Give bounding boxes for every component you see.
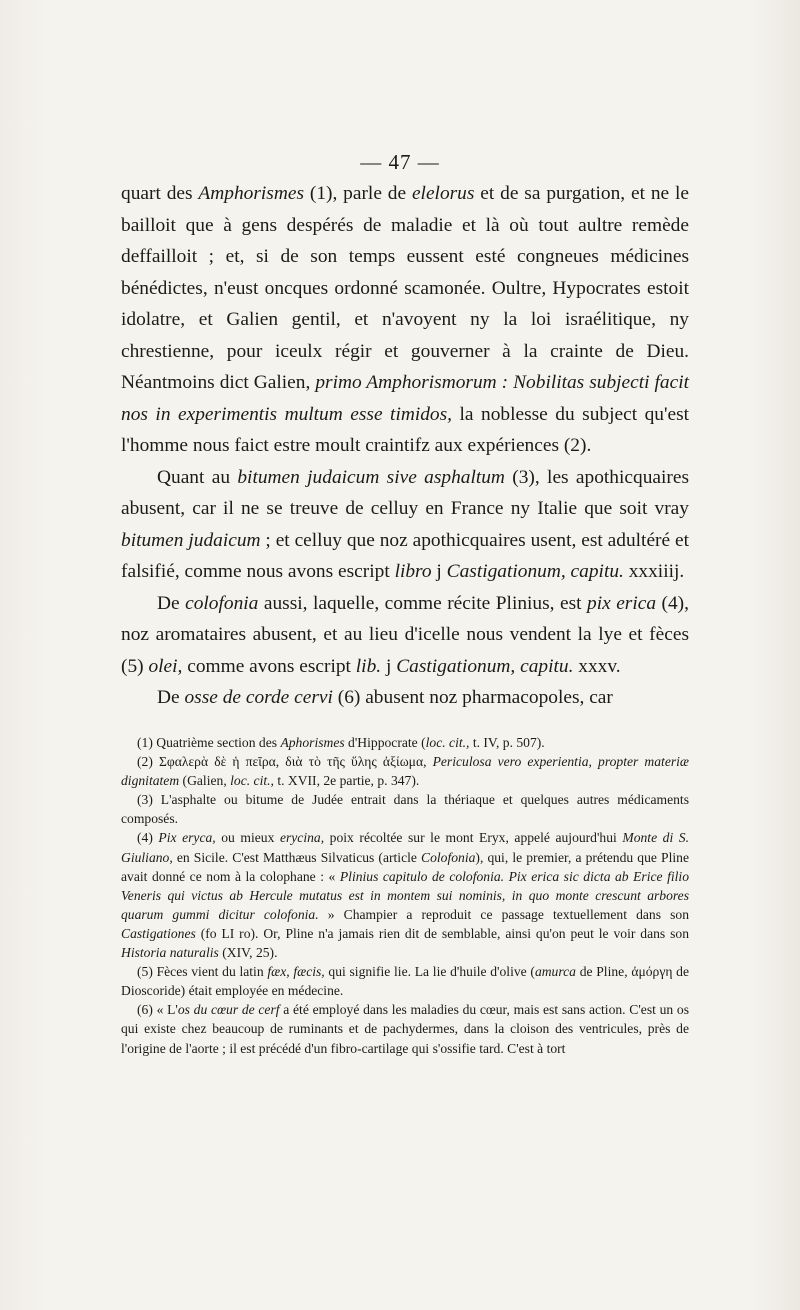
text: ), qui, le premier, a prétendu que Pline avait donné ce nom à la colophane : «: [121, 849, 689, 884]
italic-ref: loc. cit.,: [425, 735, 470, 750]
italic-term: fæx, fæcis,: [267, 964, 325, 980]
text: j: [381, 655, 397, 677]
text: poix récoltée sur le mont Eryx, appelé aujourd'hui: [324, 830, 623, 846]
text: t. XVII, 2e partie, p. 347).: [273, 773, 420, 789]
text: Quant au: [157, 466, 238, 488]
italic-title: Castigationes: [121, 925, 196, 941]
italic-term: osse de corde cervi: [184, 687, 333, 708]
text: (3), les apothicquaires abusent, car il ne se treuve de celluy en France ny Italie que soit vray: [121, 466, 689, 519]
text: d'Hippocrate (: [344, 735, 426, 750]
footnote-1: [121, 733, 689, 752]
text: (6) « L': [137, 1002, 178, 1018]
text: de Dioscoride) était employée en médecine.: [121, 964, 689, 999]
text: en Sicile. C'est Matthæus Silvaticus (article: [172, 849, 422, 865]
footnote-5: [121, 962, 689, 1000]
text: (1), parle de: [304, 183, 412, 204]
text: » Champier a reproduit ce passage textuellement dans son: [318, 906, 689, 922]
paragraph-3: [121, 588, 689, 683]
latin-quote: primo Amphorismorum : Nobilitas subjecti facit nos in experimentis multum esse timidos,: [121, 372, 690, 425]
latin-quote: Periculosa vero experientia, propter materiæ dignitatem: [121, 754, 689, 789]
text: (5) Fèces vient du latin: [137, 964, 268, 980]
italic-term: Pix eryca,: [158, 830, 216, 846]
text: ou mieux: [215, 830, 280, 846]
text: ; et celluy que noz apothicquaires usent, est adultéré et falsifié, comme nous avons escript: [121, 529, 689, 582]
italic-title: Amphorismes: [198, 183, 304, 204]
text: xxxv.: [573, 655, 621, 677]
text: (6) abusent noz pharmacopoles, car: [332, 687, 613, 708]
greek-text: Σφαλερὰ δὲ ἡ πεῖρα, διὰ τὸ τῆς ὕλης ἀξίωμα,: [158, 754, 427, 770]
italic-title: Castigationum, capitu.: [396, 655, 574, 677]
italic-term: pix erica: [587, 592, 657, 614]
italic-place: Monte di S. Giuliano,: [121, 830, 689, 865]
main-text: [121, 178, 689, 714]
text: la noblesse du subject qu'est l'homme nous faict estre moult craintifz aux expériences (2).: [121, 403, 690, 456]
text: De: [157, 687, 185, 708]
text: quart des: [121, 183, 199, 204]
text: (2): [137, 754, 159, 770]
footnote-6: [121, 1000, 689, 1057]
text: (4), noz aromataires abusent, et au lieu d'icelle nous vendent la lye et fèces (5): [121, 592, 689, 677]
italic-term: olei,: [148, 655, 183, 677]
text: (fo LI ro). Or, Pline n'a jamais rien dit de semblable, ainsi qu'on peut le voir dans son: [195, 925, 689, 941]
paragraph-4: [121, 682, 689, 714]
footnotes: [121, 733, 689, 1058]
text: (Galien,: [179, 773, 231, 789]
italic-term: bitumen judaicum: [121, 529, 261, 551]
text: (1) Quatrième section des: [137, 735, 281, 750]
text: (XIV, 25).: [218, 945, 278, 961]
paragraph-2: [121, 462, 689, 588]
text: De: [157, 592, 186, 614]
italic-term: erycina,: [279, 830, 325, 846]
page-number: — 47 —: [360, 150, 440, 174]
italic-title: Historia naturalis: [121, 945, 219, 961]
text: et de sa purgation, et ne le bailloit que à gens despérés de maladie et là où tout aultre remède deffailloit ; et, si de son temps eussent esté congneues médicines bénédictes, n'eust oncques ordonné scamonée. Oultre, Hypocrates estoit idolatre, et Galien gentil, et n'avoyent ny la loi israélitique, ny chrestienne, pour iceulx régir et gouverner à la crainte de Dieu. Néantmoins dict Galien,: [121, 183, 690, 393]
italic-term: os du cœur de cerf: [177, 1002, 280, 1018]
text: j: [431, 561, 447, 582]
footnote-2: [121, 752, 689, 790]
italic-term: colofonia: [185, 592, 259, 614]
footnote-3: [121, 790, 689, 828]
text: (4): [137, 830, 159, 846]
italic-term: amurca: [534, 964, 576, 980]
text: aussi, laquelle, comme récite Plinius, est: [258, 592, 588, 614]
text: xxxiiij.: [623, 561, 685, 582]
footnote-4: [121, 828, 689, 962]
text: (3) L'asphalte ou bitume de Judée entrait dans la thériaque et quelques autres médicaments composés.: [121, 792, 689, 827]
italic-title: Aphorismes: [280, 735, 345, 750]
text: t. IV, p. 507).: [469, 735, 545, 750]
paragraph-1: [121, 178, 689, 462]
italic-term: lib.: [355, 655, 382, 677]
greek-text: ἀμόργη: [631, 964, 673, 980]
text: a été employé dans les maladies du cœur, mais est sans action. C'est un os qui existe chez beaucoup de ruminants et de pachydermes, dans la cloison des ventricules, près de l'origine de l'aorte ; il est précédé d'un fibro-cartilage qui s'ossifie tard. C'est à tort: [121, 1002, 690, 1056]
italic-term: libro: [394, 561, 432, 582]
text: comme avons escript: [182, 655, 356, 677]
italic-term: bitumen judaicum sive asphaltum: [237, 466, 505, 488]
text: de Pline,: [575, 964, 632, 980]
italic-ref: loc. cit.,: [230, 773, 274, 789]
italic-term: elelorus: [411, 183, 475, 204]
latin-quote: Plinius capitulo de colofonia. Pix erica sic dicta ab Erice filio Veneris qui victus ab Hercule mutatus est in montem sui nominis, in quo monte crescunt arbores quarum gummi dicitur colofonia.: [121, 868, 689, 922]
italic-title: Castigationum, capitu.: [446, 561, 624, 582]
italic-term: Colofonia: [421, 849, 476, 865]
text: qui signifie lie. La lie d'huile d'olive (: [324, 964, 535, 980]
